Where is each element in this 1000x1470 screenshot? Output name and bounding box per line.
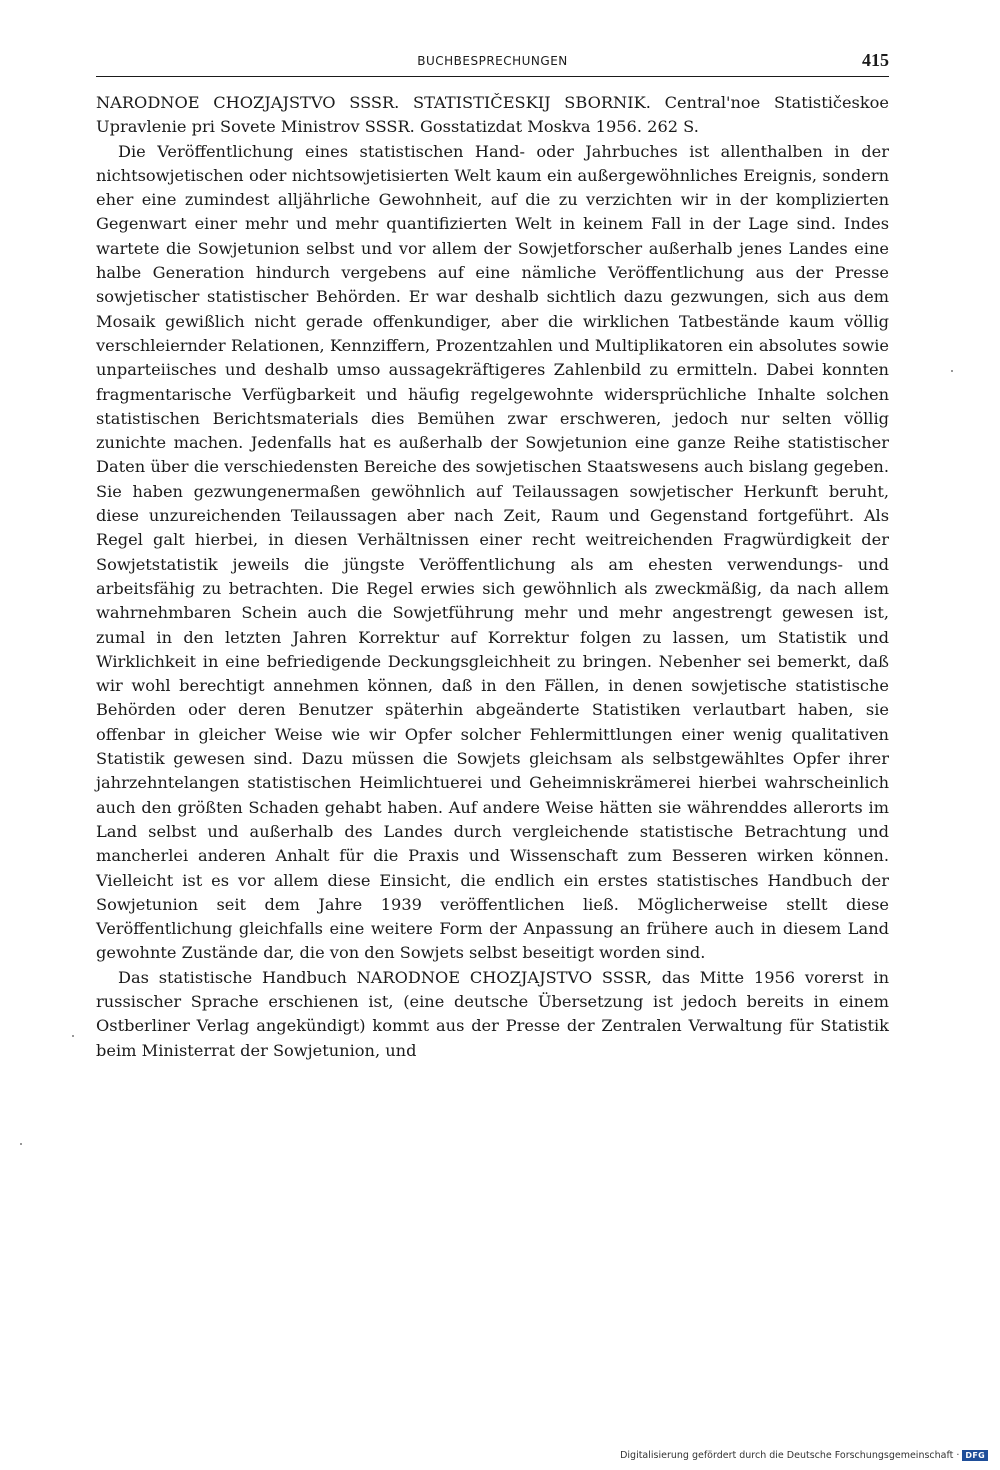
review-paragraph-2: Das statistische Handbuch NARODNOE CHOZJAJSTVO SSSR, das Mitte 1956 vorerst in russischer Sprache erschienen ist, (eine deutsche Übersetzung ist jedoch bereits in einem Ostberliner Verlag angekündigt) kommt aus der Presse der Zentralen Verwaltung für Statistik beim Ministerrat der Sowjetunion, und	[96, 967, 889, 1060]
digitization-credit	[620, 1450, 988, 1461]
review-paragraph-1: Die Veröffentlichung eines statistischen Hand- oder Jahrbuches ist allenthalben in der nichtsowjetischen oder nichtsowjetisierten Welt kaum ein außergewöhnliches Ereignis, sondern eher eine zumindest alljährliche Gewohnheit, auf die zu verzichten wir in der komplizierten Gegenwart einer mehr und mehr quantifizierten Welt in keinem Fall in der Lage sind. Indes wartete die Sowjetunion selbst und vor allem der Sowjetforscher außerhalb jenes Landes eine halbe Generation hindurch vergebens auf eine nämliche Veröffentlichung aus der Presse sowjetischer statistischer Behörden. Er war deshalb sichtlich dazu gezwungen, sich aus dem Mosaik gewißlich nicht gerade offenkundiger, aber die wirklichen Tatbestände kaum völlig verschleiernder Relationen, Kennziffern, Prozentzahlen und Multiplikatoren ein absolutes sowie unparteiisches und deshalb umso aussagekräftigeres Zahlenbild zu ermitteln. Dabei konnten fragmentarische Verfügbarkeit und häufig regelgewohnte widersprüchliche Inhalte solchen statistischen Berichtsmaterials dies Bemühen zwar erschweren, jedoch nur selten völlig zunichte machen. Jedenfalls hat es außerhalb der Sowjetunion eine ganze Reihe statistischer Daten über die verschiedensten Bereiche des sowjetischen Staatswesens auch bislang gegeben. Sie haben gezwungenermaßen gewöhnlich auf Teilaussagen sowjetischer Herkunft beruht, diese unzureichenden Teilaussagen aber nach Zeit, Raum und Gegenstand fortgeführt. Als Regel galt hierbei, in diesen Verhältnissen einer recht weitreichenden Fragwürdigkeit der Sowjetstatistik jeweils die jüngste Veröffentlichung als am ehesten verwendungs- und arbeitsfähig zu betrachten. Die Regel erwies sich gewöhnlich als zweckmäßig, da nach allem wahrnehmbaren Schein auch die Sowjetführung mehr und mehr angestrengt gewesen ist, zumal in den letzten Jahren Korrektur auf Korrektur folgen zu lassen, um Statistik und Wirklichkeit in eine befriedigende Deckungsgleichheit zu bringen. Nebenher sei bemerkt, daß wir wohl berechtigt annehmen können, daß in den Fällen, in denen sowjetische statistische Behörden oder deren Benutzer späterhin abgeänderte Statistiken verlautbart haben, sie offenbar in gleicher Weise wie wir Opfer solcher Fehlermittlungen einer wenig qualitativen Statistik gewesen sind. Dazu müssen die Sowjets gleichsam als selbstgewähltes Opfer ihrer jahrzehntelangen statistischen Heimlichtuerei und Geheimniskrämerei hierbei wahrscheinlich auch den größten Schaden gehabt haben. Auf andere Weise hätten sie währenddes allerorts im Land selbst und außerhalb des Landes durch vergleichende statistische Betrachtung und mancherlei anderen Anhalt für die Praxis und Wissenschaft zum Besseren wirken können. Vielleicht ist es vor allem diese Einsicht, die endlich ein erstes statistisches Handbuch der Sowjetunion seit dem Jahre 1939 veröffentlichen ließ. Möglicherweise stellt diese Veröffentlichung gleichfalls eine weitere Form der Anpassung an frühere auch in diesem Land gewohnte Zustände dar, die von den Sowjets selbst beseitigt worden sind.	[96, 141, 889, 963]
running-title: BUCHBESPRECHUNGEN	[417, 54, 568, 68]
dfg-logo: DFG	[962, 1450, 988, 1461]
book-citation: NARODNOE CHOZJAJSTVO SSSR. STATISTIČESKIJ SBORNIK. Central'noe Statističeskoe Upravlenie pri Sovete Ministrov SSSR. Gosstatizdat Moskva 1956. 262 S.	[96, 93, 889, 137]
credit-text: Digitalisierung gefördert durch die Deutsche Forschungsgemeinschaft ·	[620, 1450, 960, 1461]
scan-speck	[951, 370, 953, 372]
scan-speck	[20, 1143, 22, 1145]
scan-speck	[72, 1035, 74, 1037]
review-body	[96, 91, 889, 1063]
running-head	[96, 48, 889, 77]
journal-page	[96, 48, 889, 1063]
page-number: 415	[862, 50, 889, 70]
